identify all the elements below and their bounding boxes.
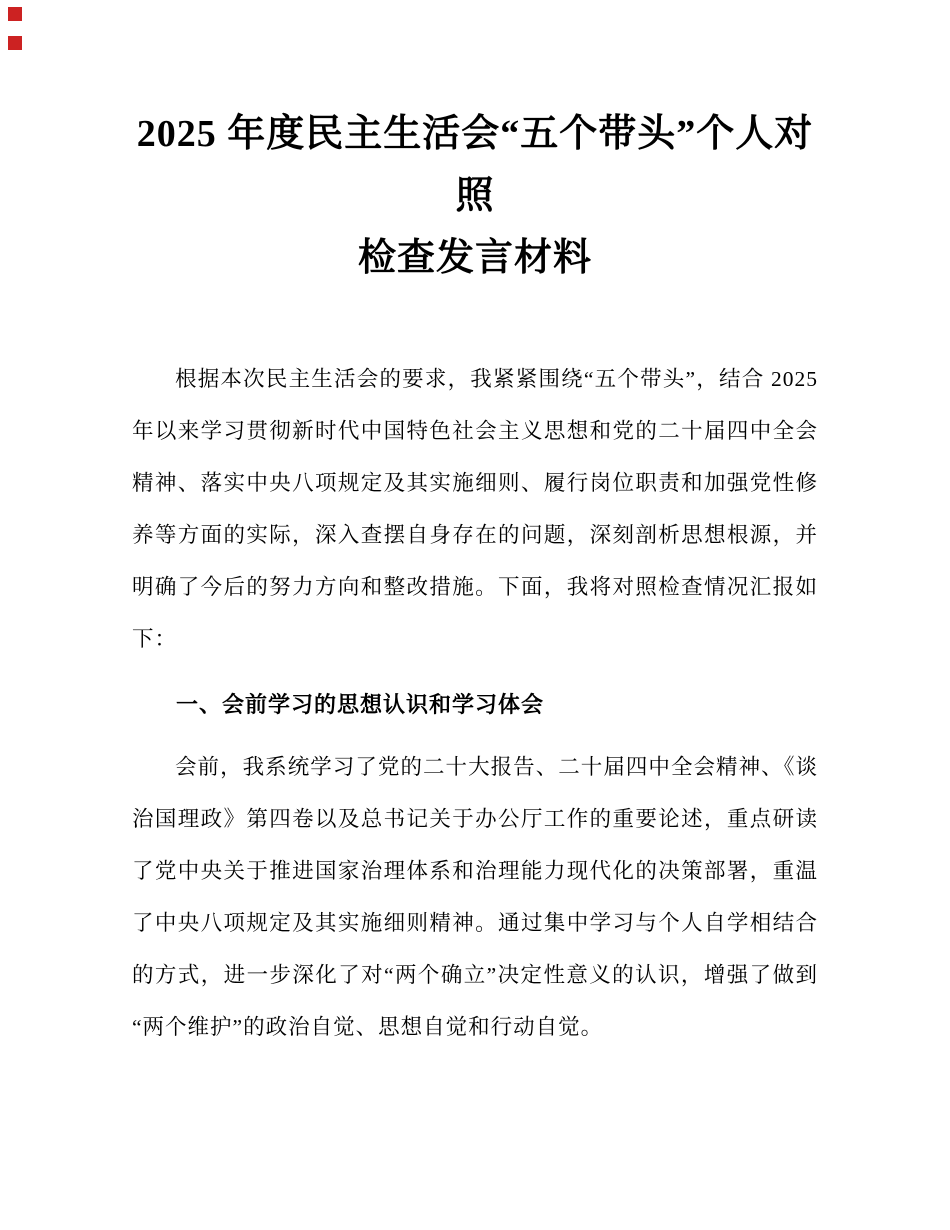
intro-paragraph: 根据本次民主生活会的要求，我紧紧围绕“五个带头”，结合 2025 年以来学习贯彻新时代中国特色社会主义思想和党的二十届四中全会精神、落实中央八项规定及其实施细则、履行岗位职责和加强党性修养等方面的实际，深入查摆自身存在的问题，深刻剖析思想根源，并明确了今后的努力方向和整改措施。下面，我将对照检查情况汇报如下： [132,367,818,651]
document-title [132,0,818,289]
red-square-marker-icon [8,7,22,21]
document-title-line-1: 2025 年度民主生活会“五个带头”个人对照 [136,113,814,217]
section-1-paragraph: 会前，我系统学习了党的二十大报告、二十届四中全会精神、《谈治国理政》第四卷以及总书记关于办公厅工作的重要论述，重点研读了党中央关于推进国家治理体系和治理能力现代化的决策部署，重温了中央八项规定及其实施细则精神。通过集中学习与个人自学相结合的方式，进一步深化了对“两个确立”决定性意义的认识，增强了做到“两个维护”的政治自觉、思想自觉和行动自觉。 [132,755,818,1039]
document-content [132,0,818,1053]
red-square-marker-icon [8,36,22,50]
section-1-heading: 一、会前学习的思想认识和学习体会 [176,692,545,717]
document-title-line-2: 检查发言材料 [357,237,592,279]
